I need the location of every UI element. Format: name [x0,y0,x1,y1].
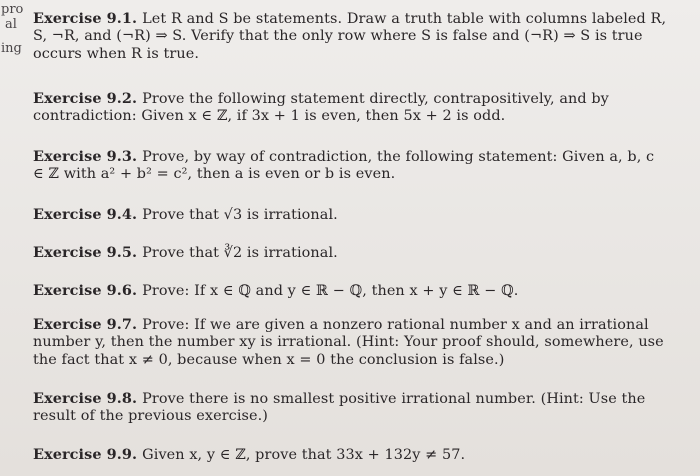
exercise-text: Prove that √3 is irrational. [142,207,338,223]
exercise-9-2 [33,90,669,126]
exercise-label: Exercise 9.5. [33,244,138,261]
exercise-label: Exercise 9.9. [33,446,138,463]
exercise-text: Prove the following statement directly, contrapositively, and by contradiction: Given x ∈ ℤ, if 3x + 1 is even, then 5x + 2 is odd. [33,91,609,125]
exercise-9-3 [33,148,669,184]
exercise-9-7 [33,316,669,369]
exercise-label: Exercise 9.4. [33,206,138,223]
edge-fragment: al [5,17,17,32]
exercise-text: Prove that ∛2 is irrational. [142,245,338,261]
exercise-9-8 [33,390,669,426]
exercise-text: Prove there is no smallest positive irrational number. (Hint: Use the result of the previous exercise.) [33,391,646,425]
exercise-9-9 [33,446,669,464]
exercise-text: Given x, y ∈ ℤ, prove that 33x + 132y ≠ 57. [142,447,466,463]
exercise-9-5 [33,244,669,262]
exercise-text: Prove: If x ∈ ℚ and y ∈ ℝ − ℚ, then x + y ∈ ℝ − ℚ. [142,283,519,299]
exercise-label: Exercise 9.8. [33,390,138,407]
exercise-label: Exercise 9.3. [33,148,138,165]
edge-fragment: ing [1,41,22,56]
exercise-label: Exercise 9.7. [33,316,138,333]
exercise-text: Let R and S be statements. Draw a truth table with columns labeled R, S, ¬R, and (¬R) ⇒ S. Verify that the only row where S is false and (¬R) ⇒ S is true occurs when R is true. [33,11,667,62]
exercise-label: Exercise 9.2. [33,90,138,107]
edge-fragment: pro [1,2,24,17]
exercise-text: Prove: If we are given a nonzero rational number x and an irrational number y, then the number xy is irrational. (Hint: Your proof should, somewhere, use the fact that x ≠ 0, because when x = 0 the conclusion is false.) [33,317,664,368]
exercise-label: Exercise 9.6. [33,282,138,299]
exercise-label: Exercise 9.1. [33,10,138,27]
exercise-9-6 [33,282,669,300]
exercise-text: Prove, by way of contradiction, the following statement: Given a, b, c ∈ ℤ with a² + b² = c², then a is even or b is even. [33,149,655,183]
exercise-9-1 [33,10,669,63]
exercise-9-4 [33,206,669,224]
